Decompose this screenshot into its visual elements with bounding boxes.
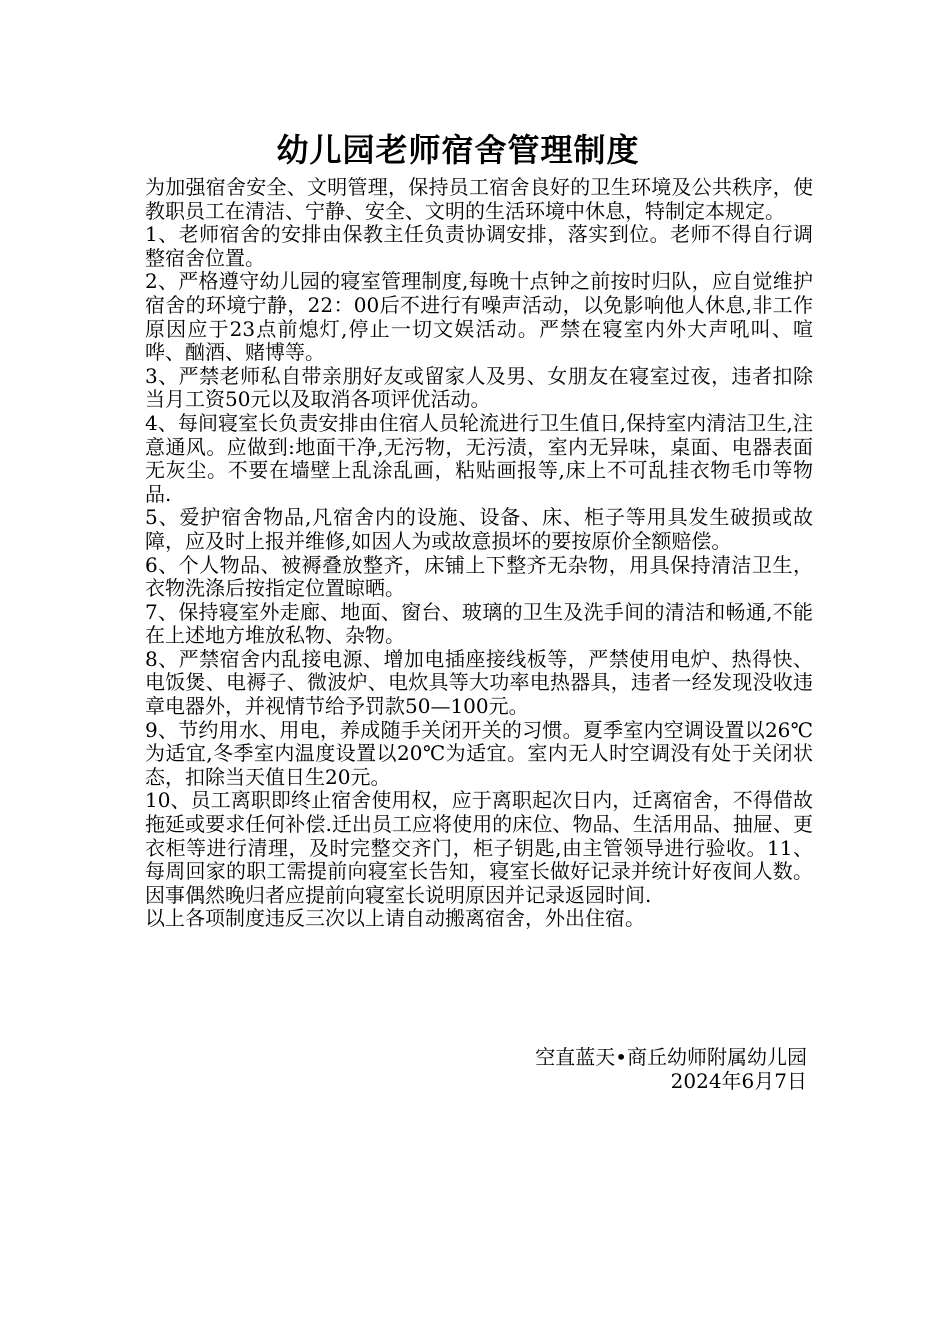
paragraph-rule-7: 7、保持寝室外走廊、地面、窗台、玻璃的卫生及洗手间的清洁和畅通,不能在上述地方堆放私物、杂物。 (145, 599, 813, 648)
paragraph-closing: 以上各项制度违反三次以上请自动搬离宿舍，外出住宿。 (145, 906, 645, 931)
signature-date: 2024年6月7日 (670, 1069, 807, 1093)
document-title: 幼儿园老师宿舍管理制度 (276, 131, 640, 169)
paragraph-rule-3: 3、严禁老师私自带亲朋好友或留家人及男、女朋友在寝室过夜，违者扣除当月工资50元以及取消各项评优活动。 (145, 363, 813, 412)
paragraph-intro: 为加强宿舍安全、文明管理，保持员工宿舍良好的卫生环境及公共秩序，使教职员工在清洁、宁静、安全、文明的生活环境中休息，特制定本规定。 (145, 175, 813, 223)
paragraph-rule-8: 8、严禁宿舍内乱接电源、增加电插座接线板等，严禁使用电炉、热得快、电饭煲、电褥子、微波炉、电炊具等大功率电热器具，违者一经发现没收违章电器外，并视情节给予罚款50—100元。 (145, 646, 813, 719)
paragraph-rule-4: 4、每间寝室长负责安排由住宿人员轮流进行卫生值日,保持室内清洁卫生,注意通风。应做到:地面干净,无污物，无污渍，室内无异味，桌面、电器表面无灰尘。不要在墙壁上乱涂乱画，粘贴画报等,床上不可乱挂衣物毛巾等物品. (145, 410, 813, 506)
paragraph-rule-6: 6、个人物品、被褥叠放整齐，床铺上下整齐无杂物，用具保持清洁卫生，衣物洗涤后按指定位置晾晒。 (145, 552, 813, 601)
document-body (145, 176, 813, 931)
paragraph-rule-10-11: 10、员工离职即终止宿舍使用权，应于离职起次日内，迁离宿舍，不得借故拖延或要求任何补偿.迁出员工应将使用的床位、物品、生活用品、抽屉、更衣柜等进行清理，及时完整交齐门，柜子钥匙,由主管领导进行验收。11、每周回家的职工需提前向寝室长告知，寝室长做好记录并统计好夜间人数。因事偶然晚归者应提前向寝室长说明原因并记录返园时间. (145, 788, 813, 907)
paragraph-rule-9: 9、节约用水、用电，养成随手关闭开关的习惯。夏季室内空调设置以26℃为适宜,冬季室内温度设置以20℃为适宜。室内无人时空调没有处于关闭状态，扣除当天值日生20元。 (145, 717, 813, 789)
paragraph-rule-2: 2、严格遵守幼儿园的寝室管理制度,每晚十点钟之前按时归队，应自觉维护宿舍的环境宁静，22：00后不进行有噪声活动，以免影响他人休息,非工作原因应于23点前熄灯,停止一切文娱活动。严禁在寝室内外大声吼叫、喧哗、酗酒、赌博等。 (145, 269, 813, 365)
paragraph-rule-5: 5、爱护宿舍物品,凡宿舍内的设施、设备、床、柜子等用具发生破损或故障，应及时上报并维修,如因人为或故意损坏的要按原价全额赔偿。 (145, 505, 813, 553)
paragraph-rule-1: 1、老师宿舍的安排由保教主任负责协调安排，落实到位。老师不得自行调整宿舍位置。 (145, 222, 813, 270)
signature-organization: 空直蓝天•商丘幼师附属幼儿园 (535, 1045, 807, 1069)
